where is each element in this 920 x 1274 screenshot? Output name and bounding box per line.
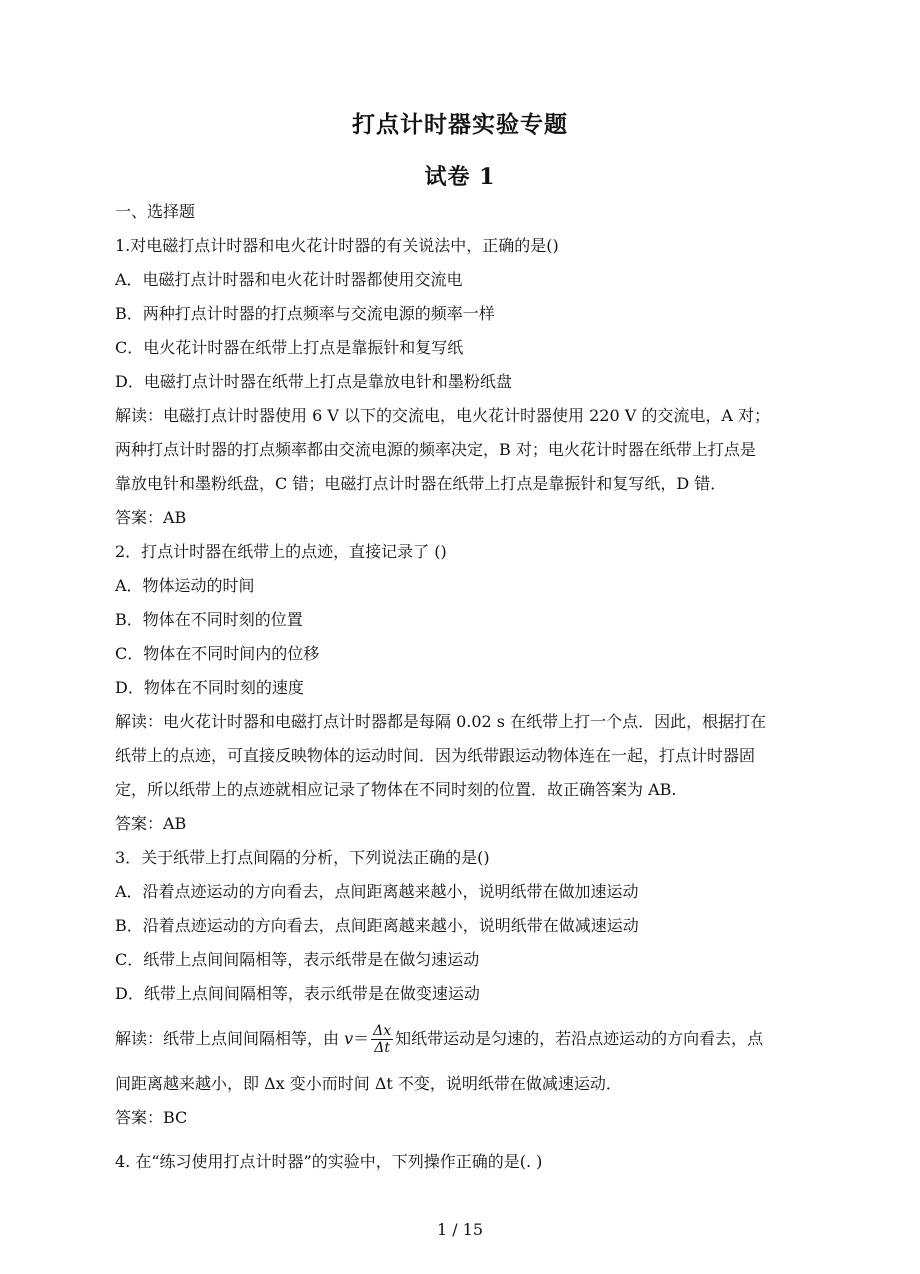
- q3-stem: 3．关于纸带上打点间隔的分析，下列说法正确的是(): [115, 848, 490, 867]
- q3-explanation-line-2: 间距离越来越小，即 Δx 变小而时间 Δt 不变，说明纸带在做减速运动．: [115, 1074, 622, 1093]
- page-number: 1 / 15: [436, 1220, 484, 1239]
- q4-stem: 4. 在“练习使用打点计时器”的实验中，下列操作正确的是(. ): [115, 1152, 543, 1171]
- q2-explanation-line-1: 解读：电火花计时器和电磁打点计时器都是每隔 0.02 s 在纸带上打一个点．因此，根据打在: [115, 712, 767, 731]
- section-heading: 一、选择题: [115, 202, 196, 221]
- q1-option-d: D．电磁打点计时器在纸带上打点是靠放电针和墨粉纸盘: [115, 372, 512, 391]
- fraction-denominator: Δt: [374, 1040, 391, 1056]
- q3-explanation-line-1: [115, 1022, 815, 1056]
- document-title: 打点计时器实验专题: [352, 111, 568, 138]
- q3-option-a: A．沿着点迹运动的方向看去，点间距离越来越小，说明纸带在做加速运动: [115, 882, 639, 901]
- velocity-fraction: [371, 1023, 393, 1056]
- q3-option-b: B．沿着点迹运动的方向看去，点间距离越来越小，说明纸带在做减速运动: [115, 916, 639, 935]
- q1-option-a: A．电磁打点计时器和电火花计时器都使用交流电: [115, 270, 463, 289]
- q1-explanation-line-1: 解读：电磁打点计时器使用 6 V 以下的交流电，电火花计时器使用 220 V 的交流电，A 对；: [115, 406, 770, 425]
- q2-answer: 答案：AB: [115, 814, 187, 833]
- document-subtitle: 试卷 1: [424, 164, 496, 190]
- velocity-symbol: v: [344, 1029, 354, 1048]
- q3-option-d: D．纸带上点间间隔相等，表示纸带是在做变速运动: [115, 984, 480, 1003]
- q2-option-c: C．物体在不同时间内的位移: [115, 644, 320, 663]
- q1-stem: 1.对电磁打点计时器和电火花计时器的有关说法中，正确的是(): [115, 236, 559, 255]
- q1-explanation-line-2: 两种打点计时器的打点频率都由交流电源的频率决定，B 对；电火花计时器在纸带上打点是: [115, 440, 756, 459]
- fraction-numerator: Δx: [373, 1023, 392, 1039]
- q2-option-d: D．物体在不同时刻的速度: [115, 678, 304, 697]
- q2-explanation-line-2: 纸带上的点迹，可直接反映物体的运动时间．因为纸带跟运动物体连在一起，打点计时器固: [115, 746, 756, 765]
- q1-option-c: C．电火花计时器在纸带上打点是靠振针和复写纸: [115, 338, 464, 357]
- q3-explanation-suffix: 知纸带运动是匀速的，若沿点迹运动的方向看去，点: [395, 1029, 764, 1048]
- q1-option-b: B．两种打点计时器的打点频率与交流电源的频率一样: [115, 304, 495, 323]
- q3-explanation-prefix: 解读：纸带上点间间隔相等，由: [115, 1029, 345, 1048]
- q3-answer: 答案：BC: [115, 1108, 188, 1127]
- q2-stem: 2．打点计时器在纸带上的点迹，直接记录了 (): [115, 542, 447, 561]
- q3-option-c: C．纸带上点间间隔相等，表示纸带是在做匀速运动: [115, 950, 480, 969]
- equals-sign: ＝: [353, 1029, 370, 1048]
- q2-option-b: B．物体在不同时刻的位置: [115, 610, 303, 629]
- q1-answer: 答案：AB: [115, 508, 187, 527]
- q2-explanation-line-3: 定，所以纸带上的点迹就相应记录了物体在不同时刻的位置．故正确答案为 AB.: [115, 780, 677, 799]
- q1-explanation-line-3: 靠放电针和墨粉纸盘，C 错；电磁打点计时器在纸带上打点是靠振针和复写纸，D 错．: [115, 474, 727, 493]
- q2-option-a: A．物体运动的时间: [115, 576, 255, 595]
